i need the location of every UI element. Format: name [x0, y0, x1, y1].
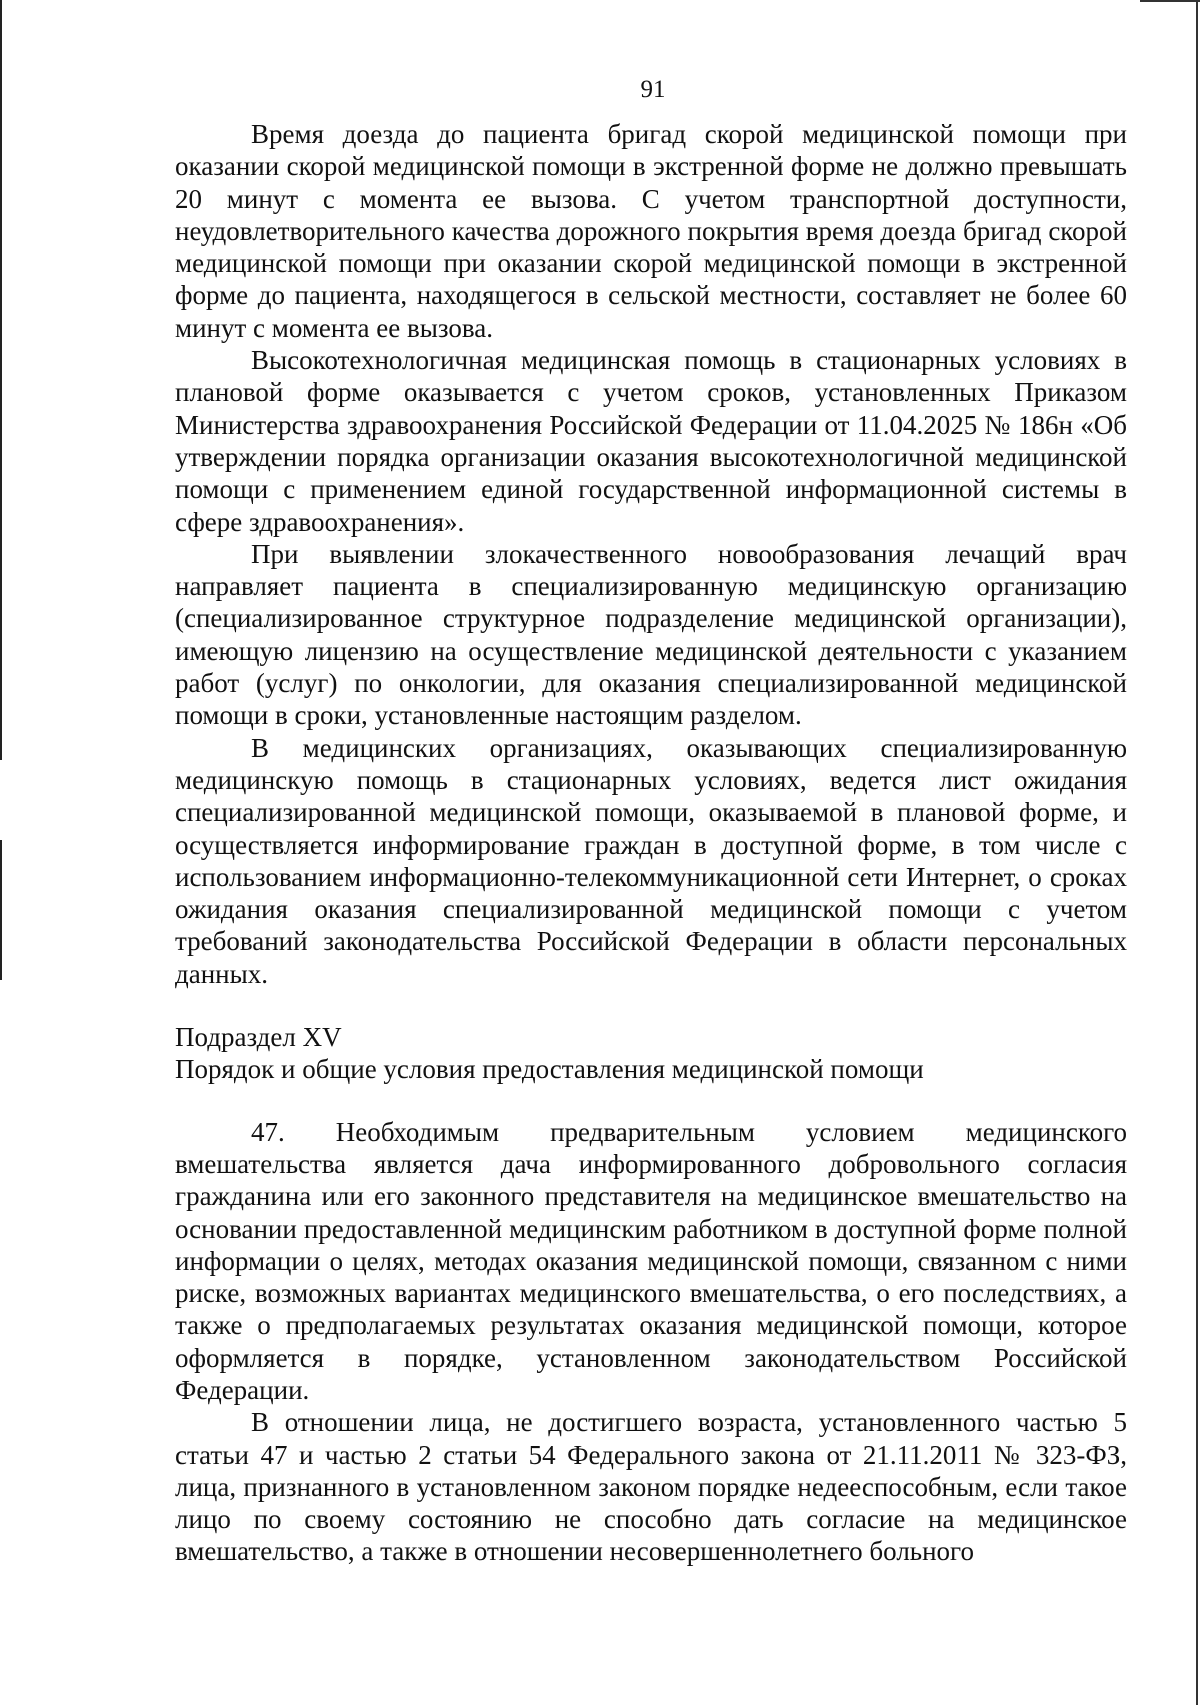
section-title: Подраздел XV	[175, 1022, 342, 1053]
paragraph-informed-consent: 47. Необходимым предварительным условием медицинского вмешательства является дача информированного добровольного согласия гражданина или его законного представителя на медицинское вмешательство на основании предоставленной медицинским работником в доступной форме полной информации о целях, методах оказания медицинской помощи, связанном с ними риске, возможных вариантах медицинского вмешательства, о его последствиях, а также о предполагаемых результатах оказания медицинской помощи, которое оформляется в порядке, установленном законодательством Российской Федерации.	[175, 1116, 1127, 1405]
scan-border-left	[0, 0, 2, 760]
paragraph-oncology-referral: При выявлении злокачественного новообразования лечащий врач направляет пациента в специализированную медицинскую организацию (специализированное структурное подразделение медицинской организации), имеющую лицензию на осуществление медицинской деятельности с указанием работ (услуг) по онкологии, для оказания специализированной медицинской помощи в сроки, установленные настоящим разделом.	[175, 538, 1127, 731]
paragraph-ambulance-time: Время доезда до пациента бригад скорой медицинской помощи при оказании скорой медицинской помощи в экстренной форме не должно превышать 20 минут с момента ее вызова. С учетом транспортной доступности, неудовлетворительного качества дорожного покрытия время доезда бригад скорой медицинской помощи при оказании скорой медицинской помощи в экстренной форме до пациента, находящегося в сельской местности, составляет не более 60 минут с момента ее вызова.	[175, 119, 1127, 343]
paragraph-minors-consent: В отношении лица, не достигшего возраста, установленного частью 5 статьи 47 и частью 2 статьи 54 Федерального закона от 21.11.2011 № 323-ФЗ, лица, признанного в установленном законом порядке недееспособным, если такое лицо по своему состоянию не способно дать согласие на медицинское вмешательство, а также в отношении несовершеннолетнего больного	[175, 1407, 1127, 1567]
scan-border-top	[1140, 0, 1200, 2]
scan-border-left	[0, 840, 2, 980]
section-subtitle: Порядок и общие условия предоставления медицинской помощи	[175, 1054, 924, 1085]
paragraph-waiting-list: В медицинских организациях, оказывающих специализированную медицинскую помощь в стационарных условиях, ведется лист ожидания специализированной медицинской помощи, оказываемой в плановой форме, и осуществляется информирование граждан в доступной форме, в том числе с использованием информационно-телекоммуникационной сети Интернет, о сроках ожидания оказания специализированной медицинской помощи с учетом требований законодательства Российской Федерации в области персональных данных.	[175, 732, 1127, 989]
page-number: 91	[640, 76, 666, 103]
scan-border-right	[1196, 0, 1198, 1705]
document-body	[175, 118, 1127, 1568]
paragraph-high-tech-care: Высокотехнологичная медицинская помощь в стационарных условиях в плановой форме оказывается с учетом сроков, установленных Приказом Министерства здравоохранения Российской Федерации от 11.04.2025 № 186н «Об утверждении порядка организации оказания высокотехнологичной медицинской помощи с применением единой государственной информационной системы в сфере здравоохранения».	[175, 345, 1127, 537]
